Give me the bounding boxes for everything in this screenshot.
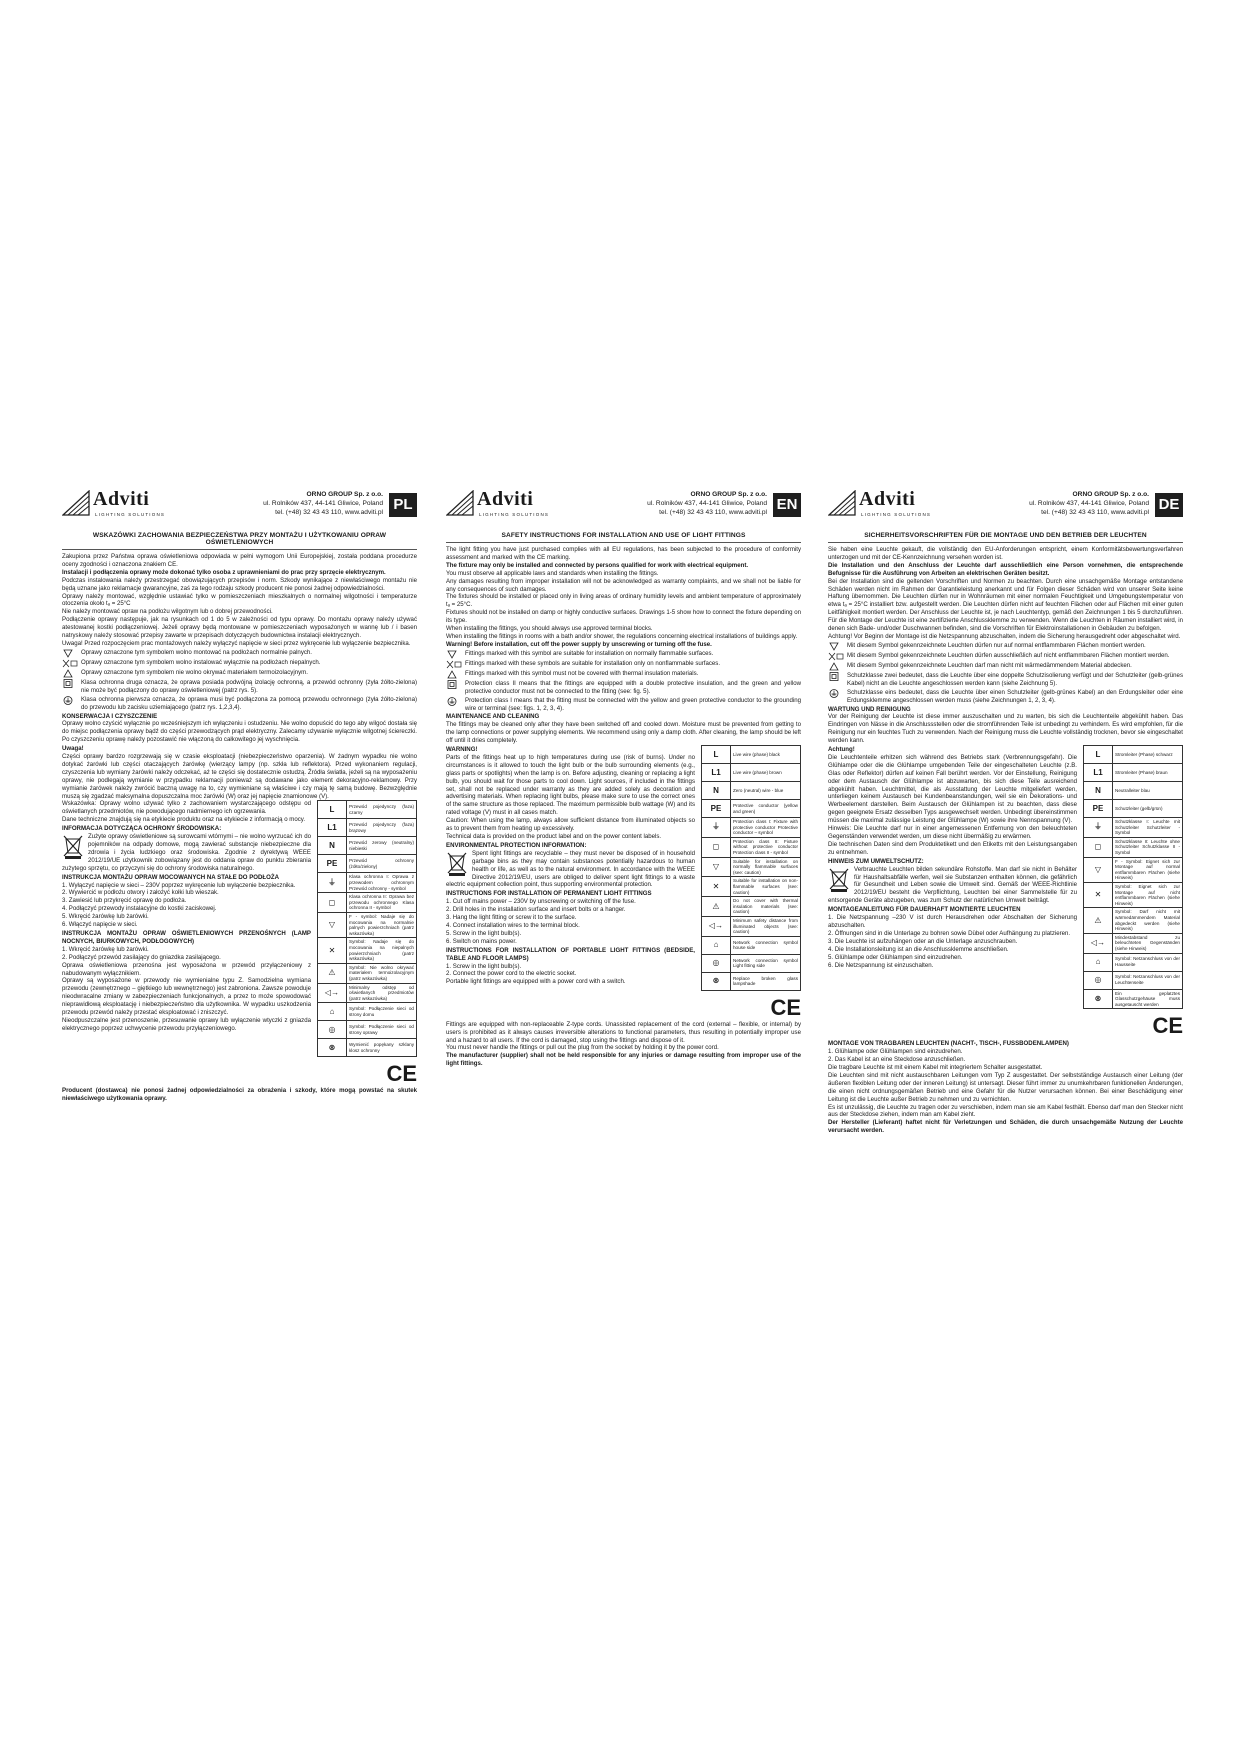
protection-class-2-icon <box>828 672 844 681</box>
language-badge: PL <box>389 493 417 517</box>
table-row: ◁→ Minimalny odstęp od oświetlanych przedmiotów (patrz wskazówka) <box>318 984 416 1004</box>
paragraph: Hinweis: Die Leuchte darf nur in einer angemessenen Entfernung von den beleuchteten Gegenständen verwendet werden, um diese nicht übermäßig zu erwärmen. <box>828 825 1077 840</box>
section-title: SAFETY INSTRUCTIONS FOR INSTALLATION AND USE OF LIGHT FITTINGS <box>446 532 801 543</box>
list-item: 5. Glühlampe oder Glühlampen sind einzudrehen. <box>828 953 963 961</box>
paragraph: Spent light fittings are recyclable – they must never be disposed of in household garbage bins as they may contain substances potentially hazardous to human health or life, as well as to the natural environment. In accordance with the WEEE Directive 2012/19/EU, users are obliged to deliver spent light fittings to a waste electric equipment collection point, thus supporting environmental protection. <box>446 849 695 889</box>
table-row: ◁→ Mindestabstand zu beleuchteten Gegenständen (siehe Hinweis) <box>1084 934 1182 954</box>
logo-mark-icon <box>62 490 90 516</box>
ce-mark: CE <box>770 994 801 1020</box>
paragraph: Die tragbare Leuchte ist mit einem Kabel mit integriertem Schalter ausgestattet. <box>828 1064 1043 1071</box>
paragraph: Verbrauchte Leuchten bilden sekundäre Rohstoffe. Man darf sie nicht in Behälter für Haushaltsabfälle werfen, weil sie Substanzen enthalten können, die gefährlich für Gesundheit und Leben sowie die Umwelt sind. Gemäß der WEEE-Richtlinie 2012/19/EU besteht die Verpflichtung, Leuchten bei einer Sammelstelle für zu entsorgende Geräte abzugeben, was zum Schutz der natürlichen Umwelt beiträgt. <box>828 865 1077 905</box>
paragraph: Die technischen Daten sind dem Produktetikett und den Etiketts mit den Leistungsangaben zu entnehmen. <box>828 840 1077 856</box>
list-item: 2. Wywiercić w podłożu otwory i założyć kołki lub wieszak. <box>62 889 219 897</box>
adviti-logo <box>62 490 182 522</box>
company-name: ORNO GROUP Sp. z o.o. <box>1072 491 1149 498</box>
paragraph: Vor der Reinigung der Leuchte ist diese immer auszuschalten und zu warten, bis sich die Leuchtenteile abgekühlt haben. Das Eindringen von Nässe in die Anschlussstellen oder die stromführenden Teile ist unbedingt zu verhindern. Es wird empfohlen, für die Reinigung nur ein feuchtes Tuch zu verwenden. Nach der Reinigung muss die Leuchte vollständig trocknen, bevor sie eingeschaltet werden kann. <box>828 713 1183 745</box>
table-row: ◻ Schutzklasse II: Leuchte ohne Schutzleiter Schutzklasse II - Symbol <box>1084 838 1182 858</box>
paragraph: When installing the fittings in rooms with a bath and/or shower, the regulations concerning electrical installations of buildings apply. <box>446 632 798 640</box>
symbol-table <box>317 800 417 1057</box>
column-body <box>446 546 801 1068</box>
adviti-logo <box>828 490 948 522</box>
paragraph-bold: Die Installation und den Anschluss der Leuchte darf ausschließlich eine Person vornehmen, die entsprechende Befugnisse für die Ausführung von Arbeiten an elektrischen Geräten besitzt. <box>828 561 1183 577</box>
symbol-table <box>701 745 801 991</box>
column-de <box>828 488 1183 1258</box>
weee-bin-icon <box>828 867 850 893</box>
paragraph: Wskazówka: Oprawy wolno używać tylko z zachowaniem wystarczającego odstępu od oświetlanych przedmiotów, nie powodującego nadmiernego ich ogrzewania. <box>62 800 311 816</box>
symbol-row: Fittings marked with this symbol are suitable for installation on normally flammable surfaces. <box>446 650 801 659</box>
list-item: 5. Wkręcić żarówkę lub żarówki. <box>62 913 149 921</box>
list-item: 2. Connect the power cord to the electric socket. <box>446 970 577 978</box>
paragraph: You must observe all applicable laws and standards when installing the fittings. <box>446 569 659 577</box>
paragraph-bold: Instalacji i podłączenia oprawy może dokonać tylko osoba z uprawnieniami do prac przy sprzęcie elektrycznym. <box>62 568 386 576</box>
symbol-row: Fittings marked with these symbols are suitable for installation only on nonflammable surfaces. <box>446 660 801 669</box>
list-item: 1. Wkręcić żarówkę lub żarówki. <box>62 945 149 953</box>
paragraph: Technical data is provided on the product label and on the power content labels. <box>446 833 662 840</box>
table-row: L1 Przewód pojedynczy (faza) brązowy <box>318 819 416 837</box>
paragraph: Bei der Installation sind die geltenden Vorschriften und Normen zu beachten. Durch eine unsachgemäße Montage entstandene Schäden werden nicht im Rahmen der Garantieleistung anerkannt und für Folgen dieser Schäden wird von unserer Seite keine Haftung übernommen. Die Leuchten dürfen nur in Wohnräumen mit einer normalen Feuchtigkeit und Umgebungstemperatur von etwa tₐ = 25°C installiert bzw. aufgestellt werden. Die Leuchten dürfen nicht auf feuchten Flächen oder auf Flächen mit einer guten Leitfähigkeit montiert werden. Der Anschluss der Leuchte ist, je nach Leuchtentyp, gemäß den Zeichnungen 1 bis 5 durchzuführen. Für die Montage der Leuchte ist eine zertifizierte Anschlussklemme zu verwenden. Wenn die Leuchten in Räumen installiert wird, in denen sich Bade- und/oder Duschwannen befinden, sind die Vorschriften für Elektroinstallationen in Gebäuden zu befolgen. <box>828 577 1183 633</box>
column-en <box>446 488 801 1258</box>
list-item: 6. Włączyć napięcie w sieci. <box>62 921 138 929</box>
paragraph: You must never handle the fittings or pull out the plug from the socket by holding it by the power cord. <box>446 1044 719 1052</box>
table-row: ◻ Protection class II: Fixture without protective conductor Protection class II - symbol <box>702 838 800 858</box>
section-heading: HINWEIS ZUM UMWELTSCHUTZ: <box>828 857 924 865</box>
paragraph: The light fitting you have just purchased complies with all EU regulations, has been subjected to the procedure of conformity assessment and marked with the CE marking. <box>446 546 801 561</box>
paragraph: Fittings are equipped with non-replaceable Z-type cords. Unassisted replacement of the cord (external – flexible, or internal) by users is prohibited as it always causes irreversible alterations to functional parameters, thus resulting in potentially improper use and a hazard to all users. If the cord is damaged, stop using the fittings and dispose of it. <box>446 1020 801 1044</box>
paragraph: Zużyte oprawy oświetleniowe są surowcami wtórnymi – nie wolno wyrzucać ich do pojemników na odpady domowe, mogą zawierać substancje niebezpieczne dla zdrowia i życia ludzkiego oraz środowiska. Zgodnie z dyrektywą WEEE 2012/19/UE użytkownik zobowiązany jest do oddania opraw do punktu zbierania zużytego sprzętu, co przyczyni się do ochrony środowiska naturalnego. <box>62 833 311 872</box>
company-contact: tel. (+48) 32 43 43 110, www.adviti.pl <box>659 509 767 516</box>
company-info <box>647 490 767 517</box>
section-heading: ENVIRONMENTAL PROTECTION INFORMATION: <box>446 841 587 849</box>
paragraph: Oprawy wolno czyścić wyłącznie po wcześniejszym ich wyłączeniu i ostudzeniu. Nie wolno dopuścić do tego aby wilgoć dostała się do miejsc podłączenia oprawy bądź do części przewodzących prąd elektryczny. Zalecamy używanie wyłącznie wilgotnej ściereczki. Po czyszczeniu oprawę należy pozostawić nie włączoną do całkowitego jej wyschnięcia. <box>62 720 417 744</box>
install-list <box>62 882 311 929</box>
paragraph: Sie haben eine Leuchte gekauft, die vollständig den EU-Anforderungen entspricht, einem Konformitätsbewertungsverfahren unterzogen und mit der CE-Kennzeichnung versehen worden ist. <box>828 546 1183 561</box>
table-row: ⏚ Protection class I: Fixture with protective conductor Protective conductor – symbol <box>702 818 800 838</box>
symbol-row: Schutzklasse zwei bedeutet, dass die Leuchte über eine doppelte Schutzisolierung verfügt und der Schutzleiter (gelb-grünes Kabel) nicht an die Leuchte angeschlossen werden kann (siehe Zeichnung 5). <box>828 672 1183 688</box>
paragraph: Die Leuchtenteile erhitzen sich während des Betriebs stark (Verbrennungsgefahr). Die Glühlampe oder die die Glühlampe umgebenden Teile der eingeschalteten Leuchte (z.B. Glas oder Reflektor) dürfen auf keinen Fall berührt werden. Vor der Einstellung, Reinigung oder dem Austausch der Glühlampe ist abzuwarten, bis sich diese Teile ausreichend abgekühlt haben. Leuchtmittel, die als Ausstattung der Leuchte mitgeliefert werden, unterliegen keinem Austausch bei Kundenbeanstandungen, weil sie ein Dekorations- und Werbeelement darstellen. Beim Austausch der Glühlampen ist zu beachten, dass diese gegen geeignete Ersatz desselben Typs ausgewechselt werden. Unbedingt übereinstimmen müssen die maximal zulässige Leistung der Glühlampe (W) sowie ihre Nennspannung (V). <box>828 753 1077 825</box>
warning: Warning! Before installation, cut off the power supply by unscrewing or turning off the fuse. <box>446 640 712 648</box>
section-heading: MONTAGEANLEITUNG FÜR DAUERHAFT MONTIERTE LEUCHTEN <box>828 906 1021 914</box>
table-row: ⊗ Ein geplatztes Glasschutzgehäuse muss ausgetauscht werden <box>1084 990 1182 1009</box>
section-heading: INFORMACJA DOTYCZĄCA OCHRONY ŚRODOWISKA: <box>62 825 222 833</box>
paragraph: When installing the fittings, you should always use approved terminal blocks. <box>446 625 653 633</box>
table-row: ▽ Suitable for installation on normally flammable surfaces (see: caution) <box>702 858 800 878</box>
paragraph: Dane techniczne znajdują się na etykiecie produktu oraz na etykiecie z informacją o mocy. <box>62 816 306 824</box>
company-contact: tel. (+48) 32 43 43 110, www.adviti.pl <box>1041 509 1149 516</box>
table-row: N Zero (neutral) wire - blue <box>702 782 800 800</box>
logo-mark-icon <box>446 490 474 516</box>
flammable-surface-icon <box>62 649 78 658</box>
table-row: ⏚ Schutzklasse I: Leuchte mit Schutzleiter Schutzleiter - Symbol <box>1084 818 1182 838</box>
section-heading: INSTRUKCJA MONTAŻU OPRAW OŚWIETLENIOWYCH PRZENOŚNYCH (LAMP NOCNYCH, BIURKOWYCH, PODŁOGOWYCH) <box>62 929 311 945</box>
table-row: L Live wire (phase) black <box>702 746 800 764</box>
paragraph: Fixtures should not be installed on damp or highly conductive surfaces. Drawings 1-5 show how to connect the fixture depending on its type. <box>446 609 801 625</box>
table-row: ⚠ Do not cover with thermal insulation materials (see: caution) <box>702 897 800 917</box>
company-address: ul. Rolników 437, 44-141 Gliwice, Poland <box>1029 500 1149 507</box>
table-row: ✕ Symbol: Nadaje się do mocowania na niepalnych powierzchniach (patrz wskazówka) <box>318 938 416 963</box>
symbol-row: Klasa ochronna druga oznacza, że oprawa posiada podwójną izolację ochronną, a przewód ochronny (żyła żółto-zielona) nie może być podłączony do oprawy oświetleniowej (patrz rys. 5). <box>62 679 417 695</box>
paragraph: Oprawa oświetleniowa przenośna jest wyposażona w przewód przyłączeniowy z nabudowanym wyłącznikiem. <box>62 961 311 977</box>
section-heading: INSTRUCTIONS FOR INSTALLATION OF PORTABLE LIGHT FITTINGS (BEDSIDE, TABLE AND FLOOR LAMPS) <box>446 946 695 962</box>
ce-mark: CE <box>386 1061 417 1087</box>
list-item: 4. Podłączyć przewody instalacyjne do kostki zaciskowej. <box>62 905 217 913</box>
symbol-row: Oprawy oznaczone tym symbolem nie wolno okrywać materiałem termoizolacyjnym. <box>62 669 417 678</box>
column-header <box>446 488 801 524</box>
text-with-table <box>828 745 1183 1039</box>
list-item: 2. Drill holes in the installation surface and insert bolts or a hanger. <box>446 906 626 914</box>
table-row: N Neutralleiter blau <box>1084 782 1182 800</box>
adviti-logo <box>446 490 566 522</box>
symbol-row: Oprawy oznaczone tym symbolem wolno montować na podłożach normalnie palnych. <box>62 649 417 658</box>
brand-name: Adviti <box>93 488 150 510</box>
section-heading: MAINTENANCE AND CLEANING <box>446 713 540 721</box>
text-with-table <box>62 800 417 1087</box>
protection-class-2-icon <box>446 680 462 689</box>
table-row: ◁→ Minimum safety distance from illuminated objects (see: caution) <box>702 917 800 937</box>
list-item: 1. Wyłączyć napięcie w sieci – 230V poprzez wykręcenie lub wyłączenie bezpiecznika. <box>62 881 296 889</box>
paragraph: Achtung! Vor Beginn der Montage ist die Netzspannung abzuschalten, indem die Sicherung herausgedreht oder abgeschaltet wird. <box>828 632 1181 640</box>
table-row: PE Przewód ochronny (żółto/zielony) <box>318 855 416 873</box>
list-item: 6. Switch on mains power. <box>446 937 517 945</box>
table-row: ⌂ Symbol: Podłączenie sieci od strony domu <box>318 1003 416 1021</box>
brand-name: Adviti <box>477 488 534 510</box>
table-row: ✕ Symbol: Eignet sich zur Montage auf nicht entflammbaren Flächen (siehe Hinweis) <box>1084 883 1182 908</box>
section-heading: WARTUNG UND REINIGUNG <box>828 705 911 713</box>
table-row: L1 Live wire (phase) brown <box>702 764 800 782</box>
language-badge: DE <box>1155 493 1183 517</box>
list-item: 2. Podłączyć przewód zasilający do gniazdka zasilającego. <box>62 953 221 961</box>
list-item: 4. Connect installation wires to the terminal block. <box>446 921 580 929</box>
paragraph: The fixtures should be installed or placed only in living areas of ordinary humidity levels and ambient temperature of approximately tₐ = 25°C. <box>446 593 801 609</box>
table-row: ◻ Klasa ochronna II: Oprawa bez przewodu ochronnego Klasa ochronna II - symbol <box>318 893 416 913</box>
flammable-surface-icon <box>828 642 844 651</box>
section-title: WSKAZÓWKI ZACHOWANIA BEZPIECZEŃSTWA PRZY MONTAŻU I UŻYTKOWANIU OPRAW OŚWIETLENIOWYCH <box>62 532 417 550</box>
list-item: 6. Die Netzspannung ist einzuschalten. <box>828 961 934 969</box>
brand-name: Adviti <box>859 488 916 510</box>
list-item: 2. Öffnungen sind in die Unterlage zu bohren sowie Dübel oder Aufhängung zu platzieren. <box>828 929 1071 937</box>
table-row: L Stromleiter (Phase) schwarz <box>1084 746 1182 764</box>
flammable-surface-icon <box>446 650 462 659</box>
section-heading: INSTRUKCJA MONTAŻU OPRAW MOCOWANYCH NA STAŁE DO PODŁOŻA <box>62 873 279 881</box>
list-item: 4. Die Installationsleitung ist an die Anschlussklemme anschließen. <box>828 945 1009 953</box>
table-row: ⌂ Symbol: Netzanschluss von der Hausseite <box>1084 954 1182 972</box>
protection-class-1-icon <box>62 696 78 705</box>
symbol-row: Fittings marked with this symbol must not be covered with thermal insulation materials. <box>446 670 801 679</box>
paragraph: Oprawy należy montować, względnie ustawiać tylko w pomieszczeniach mieszkalnych o normalnej wilgotności i temperaturze otoczenia około tₐ = 25°C <box>62 592 417 608</box>
no-insulation-cover-icon <box>828 662 844 671</box>
table-row: ▽ F - symbol: Nadaje się do mocowania na normalnie palnych powierzchniach (patrz wskazówka) <box>318 913 416 938</box>
paragraph: Podczas instalowania należy przestrzegać obowiązujących przepisów i norm. Szkody wynikające z niewłaściwego montażu nie będą uznane jako reklamacje gwarancyjne, zaś za tego rodzaju szkody producent nie ponosi żadnej odpowiedzialności. <box>62 576 417 592</box>
list-item: 5. Screw in the light bulb(s). <box>446 929 522 937</box>
disclaimer: The manufacturer (supplier) shall not be held responsible for any injuries or damage resulting from improper use of the light fittings. <box>446 1052 801 1068</box>
ce-mark: CE <box>1152 1013 1183 1039</box>
paragraph: The fittings may be cleaned only after they have been switched off and cooled down. Moisture must be prevented from getting to the lamp connections or power supplying elements. We recommend using only a damp cloth. After cleaning, the lamp should be left off until it dries completely. <box>446 721 801 745</box>
paragraph: Części oprawy bardzo rozgrzewają się w czasie eksploatacji (niebezpieczeństwo oparzenia). W żadnym wypadku nie wolno dotykać żarówki lub części otaczających żarówkę (wierzący lampy (np. szkła lub reflektora). Przed wykonaniem regulacji, czyszczenia lub wymiany żarówki należy odczekać, aż te części się dostatecznie ostudzą. Źródła światła, jeżeli są na wyposażeniu oprawy, nie podlegają wymianie w przypadku reklamacji ponieważ są dodawane jako element dekoracyjno-reklamowy. Przy wymianie żarówek należy zwrócić baczną uwagę na to, czy wymieniane są właściwe i czy mają tę samą budowę. Bezwzględnie muszą się zgadzać maksymalna dopuszczalna moc żarówki (W) oraz jej napięcie znamionowe (V). <box>62 753 417 800</box>
paragraph: Es ist unzulässig, die Leuchte zu tragen oder zu verschieben, indem man sie am Kabel festhält. Ebenso darf man den Stecker nicht aus der Steckdose ziehen, indem man am Kabel zieht. <box>828 1103 1183 1119</box>
paragraph: Oprawy są wyposażone w przewody nie wymienialne typu Z. Samodzielna wymiana przewodu (zewnętrznego – giętkiego lub wewnętrznego) jest zabroniona. Zawsze powoduje nieodwracalne zmiany w zabezpieczeniach funkcjonalnych, a przez to może spowodować nieprawidłową eksploatację i niebezpieczeństwo dla użytkownika. W wypadku uszkodzenia przewodu przewód należy przestać eksploatować i zniszczyć. <box>62 977 311 1017</box>
table-row: ◎ Symbol: Podłączenie sieci od strony oprawy <box>318 1021 416 1039</box>
list-item: 3. Die Leuchte ist aufzuhängen oder an die Unterlage anzuschrauben. <box>828 937 1018 945</box>
symbol-row: Mit diesem Symbol gekennzeichnete Leuchten darf man nicht mit wärmedämmendem Material abdecken. <box>828 662 1183 671</box>
section-heading: KONSERWACJA I CZYSZCZENIE <box>62 712 158 720</box>
table-row: ⚠ Symbol: Nie wolno okrywać materiałem termoizolacyjnym (patrz wskazówka) <box>318 964 416 984</box>
list-item: 3. Zawiesić lub przykręcić oprawę do podłoża. <box>62 897 187 905</box>
protection-class-1-icon <box>446 697 462 706</box>
paragraph: Uwaga! Przed rozpoczęciem prac montażowych należy wyłączyć napięcie w sieci przez wykręcenie lub wyłączenie bezpiecznika. <box>62 639 411 647</box>
table-row: ⌂ Network connection symbol house side <box>702 937 800 955</box>
table-row: ◎ Symbol: Netzanschluss von der Leuchtenseite <box>1084 972 1182 990</box>
company-info <box>1029 490 1149 517</box>
paragraph: Zakupiona przez Państwa oprawa oświetleniowa odpowiada w pełni wymogom Unii Europejskiej, została poddana procedurze oceny zgodności i oznaczona znakiem CE. <box>62 553 417 568</box>
table-row: ⊗ Wymienić popękany szklany klosz ochronny <box>318 1039 416 1056</box>
section-heading: INSTRUCTIONS FOR INSTALLATION OF PERMANENT LIGHT FITTINGS <box>446 890 652 898</box>
no-insulation-cover-icon <box>62 669 78 678</box>
list-item: 1. Screw in the light bulb(s). <box>446 962 522 970</box>
paragraph-bold: The fixture may only be installed and connected by persons qualified for work with electrical equipment. <box>446 561 749 569</box>
symbol-row: Mit diesem Symbol gekennzeichnete Leuchten dürfen nur auf normal entflammbaren Flächen montiert werden. <box>828 642 1183 651</box>
paragraph: Nieodpuszczalne jest przenoszenie, przesuwanie oprawy lub wyłączenie wtyczki z gniazda elektrycznego poprzez uchwycenie przewodu przyłączeniowego. <box>62 1016 311 1032</box>
table-row: ⊗ Replace broken glass lampshade <box>702 973 800 990</box>
symbol-row: Schutzklasse eins bedeutet, dass die Leuchte über einen Schutzleiter (gelb-grünes Kabel) an den Erdungsleiter oder eine Erdungsklemme angeschlossen werden muss (siehe Zeichnungen 1, 2, 3, 4). <box>828 689 1183 705</box>
symbol-table <box>1083 745 1183 1009</box>
section-heading: Uwaga! <box>62 745 84 753</box>
table-row: L Przewód pojedynczy (faza) czarny <box>318 801 416 819</box>
column-pl <box>62 488 417 1258</box>
no-insulation-cover-icon <box>446 670 462 679</box>
weee-bin-icon <box>62 834 84 860</box>
list-item: 2. Das Kabel ist an eine Steckdose anzuschließen. <box>828 1056 966 1064</box>
paragraph: Podłączenie oprawy następuje, jak na rysunkach od 1 do 5 w zależności od typu oprawy. Do montażu oprawy należy używać atestowanej kostki podłączeniowej. Jeżeli oprawy będą montowane w pomieszczeniach wyposażonych w wannę lub / i basen natryskowy należy stosować przepisy zawarte w przepisach dotyczących budownictwa instalacji elektrycznych. <box>62 616 417 640</box>
nonflammable-surface-icon <box>62 659 78 668</box>
section-heading: MONTAGE VON TRAGBAREN LEUCHTEN (NACHT-, TISCH-, FUSSBODENLAMPEN) <box>828 1040 1069 1048</box>
symbol-row: Protection class II means that the fittings are equipped with a double protective insulation, and the green and yellow protective conductor must not be connected to the fitting (see: fig. 5). <box>446 680 801 696</box>
brand-tagline: LIGHTING SOLUTIONS <box>95 512 166 517</box>
table-row: L1 Stromleiter (Phase) braun <box>1084 764 1182 782</box>
company-info <box>263 490 383 517</box>
list-item: 1. Glühlampe oder Glühlampen sind einzudrehen. <box>828 1048 963 1056</box>
list-item: 1. Cut off mains power – 230V by unscrewing or switching off the fuse. <box>446 898 636 906</box>
symbol-row: Mit diesem Symbol gekennzeichnete Leuchten dürfen ausschließlich auf nicht entflammbaren Flächen montiert werden. <box>828 652 1183 661</box>
paragraph: Parts of the fittings heat up to high temperatures during use (risk of burns). Under no circumstances is it allowed to touch the light bulb or the bulb surrounding elements (e.g., glass parts or spotlights) when the lamp is on. Before adjusting, cleaning or replacing a light bulb, you should wait for those parts to cool down. Light sources, if included in the fittings set, shall not be replaced under warranty as they are added solely as decoration and advertising materials. When replacing light bulbs, please make sure to use the correct ones of the same structure as those replaced. The maximum permissible bulb wattage (W) and its rated voltage (V) must in all cases match. <box>446 753 695 817</box>
paragraph: Portable light fittings are equipped with a power cord with a switch. <box>446 978 626 986</box>
section-title: SICHERHEITSVORSCHRIFTEN FÜR DIE MONTAGE UND DEN BETRIEB DER LEUCHTEN <box>828 532 1183 543</box>
symbol-row: Klasa ochronna pierwsza oznacza, że oprawa musi być podłączona za pomocą przewodu ochronnego (żyła żółto-zielona) do przewodu lub zacisku uziemiającego (patrz rys. 1,2,3,4). <box>62 696 417 712</box>
section-heading: WARNING! <box>446 746 478 754</box>
company-contact: tel. (+48) 32 43 43 110, www.adviti.pl <box>275 509 383 516</box>
paragraph: Die Leuchten sind mit nicht austauschbaren Leitungen vom Typ Z ausgestattet. Der selbstständige Austausch einer Leitung (der äußeren flexiblen Leitung oder der inneren Leitung) ist untersagt. Dieser führt immer zu unumkehrbaren funktionellen Änderungen, die einen nicht ordnungsgemäßen Betrieb und eine Gefahr für die Nutzer verursachen können. Bei einer Beschädigung einer Leitung ist die Leuchte außer Betrieb zu nehmen und zu vernichten. <box>828 1071 1183 1103</box>
logo-mark-icon <box>828 490 856 516</box>
table-row: ✕ Suitable for installation on non-flammable surfaces (see: caution) <box>702 877 800 897</box>
brand-tagline: LIGHTING SOLUTIONS <box>861 512 932 517</box>
weee-bin-icon <box>446 851 468 877</box>
nonflammable-surface-icon <box>446 660 462 669</box>
column-body <box>62 553 417 1103</box>
list-item: 3. Hang the light fitting or screw it to the surface. <box>446 914 577 922</box>
section-heading: Achtung! <box>828 746 855 754</box>
table-row: ⚠ Symbol: Darf nicht mit wärmedämmendem Material abgedeckt werden (siehe Hinweis) <box>1084 908 1182 933</box>
paragraph: Caution: When using the lamp, always allow sufficient distance from illuminated objects so as to prevent them from heating up excessively. <box>446 817 695 833</box>
table-row: ◎ Network connection symbol Light fitting side <box>702 955 800 973</box>
table-row: ▽ F - Symbol: Eignet sich zur Montage auf normal entflammbaren Flächen (siehe Hinweis) <box>1084 858 1182 883</box>
brand-tagline: LIGHTING SOLUTIONS <box>479 512 550 517</box>
symbol-row: Oprawy oznaczone tym symbolem wolno instalować wyłącznie na podłożach niepalnych. <box>62 659 417 668</box>
nonflammable-surface-icon <box>828 652 844 661</box>
paragraph: Nie należy montować opraw na podłożu wilgotnym lub o dobrej przewodności. <box>62 608 273 616</box>
protection-class-1-icon <box>828 689 844 698</box>
column-header <box>828 488 1183 524</box>
text-with-table <box>446 745 801 1021</box>
list-item: 1. Die Netzspannung –230 V ist durch Herausdrehen oder Abschalten der Sicherung abzuschalten. <box>828 914 1077 929</box>
language-badge: EN <box>773 493 801 517</box>
disclaimer: Producent (dostawca) nie ponosi żadnej odpowiedzialności za obrażenia i szkody, które mogą powstać na skutek niewłaściwego użytkowania oprawy. <box>62 1087 417 1103</box>
table-row: PE Protective conductor (yellow and green) <box>702 800 800 818</box>
company-address: ul. Rolników 437, 44-141 Gliwice, Poland <box>263 500 383 507</box>
company-address: ul. Rolników 437, 44-141 Gliwice, Poland <box>647 500 767 507</box>
protection-class-2-icon <box>62 679 78 688</box>
column-header <box>62 488 417 524</box>
table-row: ⏚ Klasa ochronna I: Oprawa z przewodem ochronnym Przewód ochronny - symbol <box>318 873 416 893</box>
company-name: ORNO GROUP Sp. z o.o. <box>306 491 383 498</box>
table-row: N Przewód zerowy (neutralny) niebieski <box>318 837 416 855</box>
table-row: PE Schutzleiter (gelb/grün) <box>1084 800 1182 818</box>
symbol-row: Protection class I means that the fitting must be connected with the yellow and green protective conductor to the grounding wire or terminal (see: figs. 1, 2, 3, 4). <box>446 697 801 713</box>
column-body <box>828 546 1183 1135</box>
company-name: ORNO GROUP Sp. z o.o. <box>690 491 767 498</box>
paragraph: Any damages resulting from improper installation will not be acknowledged as warranty complaints, and we shall not be liable for any consequences of such damages. <box>446 577 801 593</box>
disclaimer: Der Hersteller (Lieferant) haftet nicht für Verletzungen und Schäden, die durch unsachgemäße Nutzung der Leuchte verursacht werden. <box>828 1119 1183 1135</box>
